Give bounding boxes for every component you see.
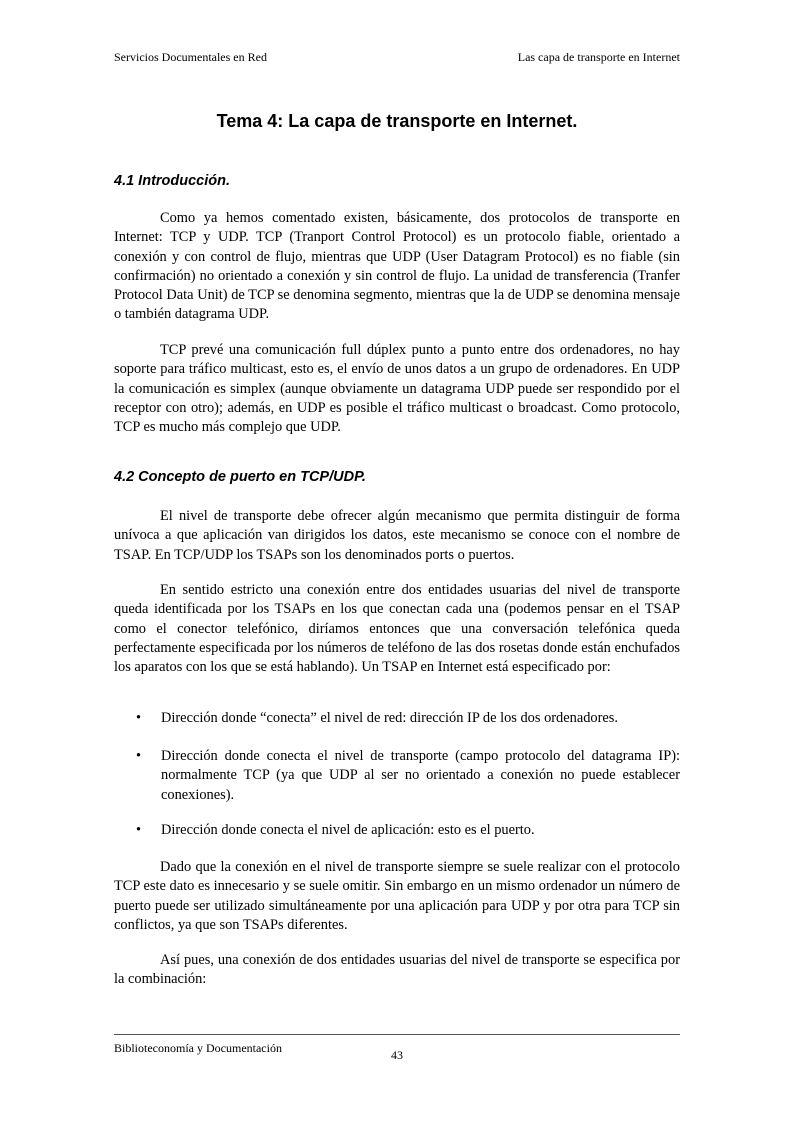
page-number: 43 <box>391 1048 403 1062</box>
header-right: Las capa de transporte en Internet <box>517 50 680 64</box>
paragraph: Como ya hemos comentado existen, básicamente, dos protocolos de transporte en Internet: TCP y UDP. TCP (Tranport Control Protocol) es un protocolo fiable, orientado a conexión y con control de flujo, mientras que UDP (User Datagram Protocol) es no fiable (sin confirmación) no orientado a conexión y sin control de flujo. La unidad de transferencia (Tranfer Protocol Data Unit) de TCP se denomina segmento, mientras que la de UDP se denomina mensaje o también datagrama UDP. <box>114 210 680 323</box>
header-left: Servicios Documentales en Red <box>114 50 267 64</box>
running-header <box>114 50 680 64</box>
bullet-item <box>136 747 680 805</box>
paragraph: El nivel de transporte debe ofrecer algún mecanismo que permita distinguir de forma unívoca a que aplicación van dirigidos los datos, este mecanismo se conoce con el nombre de TSAP. En TCP/UDP los TSAPs son los denominados ports o puertos. <box>114 508 680 563</box>
paragraph: En sentido estricto una conexión entre dos entidades usuarias del nivel de transporte queda identificada por los TSAPs en los que conectan cada una (podemos pensar en el TSAP como el conector telefónico, diríamos entonces que una conversación telefónica queda perfectamente especificada por los números de teléfono de las dos rosetas donde están enchufados los aparatos con los que se está hablando). Un TSAP en Internet está especificado por: <box>114 582 680 676</box>
paragraph: Dado que la conexión en el nivel de transporte siempre se suele realizar con el protocolo TCP este dato es innecesario y se suele omitir. Sin embargo en un mismo ordenador un número de puerto puede ser utilizado simultáneamente por una aplicación para UDP y por otra para TCP sin conflictos, ya que son TSAPs diferentes. <box>114 859 680 933</box>
paragraph: TCP prevé una comunicación full dúplex punto a punto entre dos ordenadores, no hay soporte para tráfico multicast, esto es, el envío de unos datos a un grupo de ordenadores. En UDP la comunicación es simplex (aunque obviamente un datagrama UDP puede ser respondido por el receptor con otro); además, en UDP es posible el tráfico multicast o broadcast. Como protocolo, TCP es mucho más complejo que UDP. <box>114 342 680 436</box>
bullet-icon: • <box>136 748 142 764</box>
footer-text: Biblioteconomía y Documentación <box>114 1041 282 1055</box>
bullet-text: Dirección donde conecta el nivel de transporte (campo protocolo del datagrama IP): normalmente TCP (ya que UDP al ser no orientado a conexión no puede establecer conexiones). <box>161 748 680 803</box>
bullet-icon: • <box>136 822 142 838</box>
chapter-title: Tema 4: La capa de transporte en Internet. <box>216 111 578 131</box>
footer-divider <box>114 1034 680 1035</box>
bullet-icon: • <box>136 710 142 726</box>
bullet-text: Dirección donde conecta el nivel de aplicación: esto es el puerto. <box>161 822 535 838</box>
bullet-text: Dirección donde “conecta” el nivel de red: dirección IP de los dos ordenadores. <box>161 710 618 726</box>
section-heading-introduccion: 4.1 Introducción. <box>114 173 231 189</box>
paragraph: Así pues, una conexión de dos entidades usuarias del nivel de transporte se especifica por la combinación: <box>114 952 680 988</box>
bullet-item <box>136 821 680 840</box>
section-heading-puerto: 4.2 Concepto de puerto en TCP/UDP. <box>114 469 366 485</box>
bullet-item <box>136 709 680 728</box>
